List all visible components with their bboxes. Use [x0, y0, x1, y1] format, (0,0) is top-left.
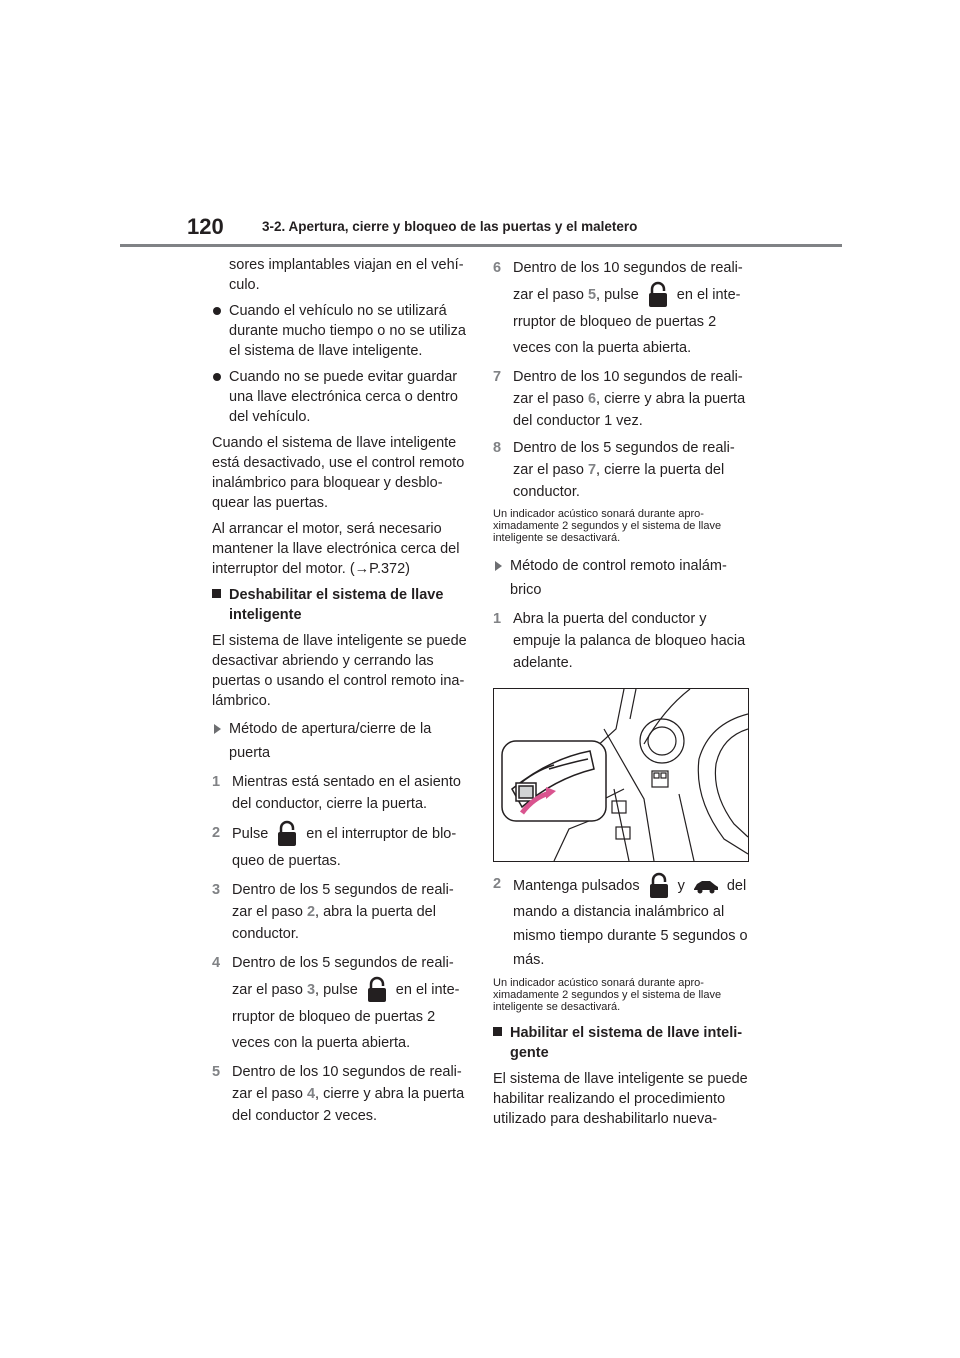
step-reference: 4: [306, 1086, 316, 1102]
step-text: Dentro de los 5 segundos de reali-zar el paso: [513, 440, 735, 478]
step-number: 8: [493, 440, 502, 456]
step: [493, 608, 753, 674]
step-text: Dentro de los 5 segundos de reali-zar el paso: [232, 882, 454, 920]
step-text: Mientras está sentado en el asiento del conductor, cierre la puerta.: [232, 774, 461, 812]
step-reference: 2: [306, 904, 316, 920]
step-number: 2: [212, 825, 221, 841]
note: Un indicador acústico sonará durante apro-ximadamente 2 segundos y el sistema de llave inteligente se desactivará.: [493, 977, 722, 1013]
triangle-bullet-icon: [214, 724, 221, 734]
paragraph-continuation: sores implantables viajan en el vehí-culo.: [229, 257, 464, 293]
door-lock-lever-illustration: [493, 688, 749, 862]
step-reference: 5: [587, 286, 597, 303]
step-text: Dentro de los 10 segundos de reali-zar el paso: [232, 1064, 462, 1102]
step-number: 6: [493, 260, 502, 276]
step: [212, 950, 467, 1056]
step-text: Dentro de los 5 segundos de reali-zar el paso: [232, 955, 454, 998]
step: [212, 820, 467, 874]
triangle-bullet-icon: [495, 561, 502, 571]
step-text: , abra la puerta del conductor.: [232, 904, 436, 942]
subheading-text: Habilitar el sistema de llave inteli-gente: [510, 1025, 743, 1061]
method-text: Método de apertura/cierre de la puerta: [229, 721, 432, 761]
step-text: , pulse: [315, 981, 358, 998]
method-heading: [212, 717, 467, 765]
subheading-enable: [493, 1023, 753, 1063]
header-rule: [120, 244, 842, 247]
bullet-item: Cuando el vehículo no se utilizará durante mucho tiempo o no se utiliza el sistema de llave inteligente.: [212, 301, 467, 361]
step-text: Mantenga pulsados: [513, 877, 640, 894]
car-icon: [693, 878, 719, 894]
step-number: 7: [493, 369, 502, 385]
illustration-svg: [494, 689, 748, 861]
step-text: Pulse: [232, 825, 269, 842]
step-number: 1: [212, 774, 221, 790]
step: [212, 879, 467, 945]
step-reference: 3: [306, 981, 316, 998]
step: [212, 1061, 467, 1127]
lock-icon: [276, 820, 298, 848]
step-text: , cierre y abra la puerta del conductor 1 vez.: [513, 391, 746, 429]
step-text: , cierre la puerta del conductor.: [513, 462, 725, 500]
step-text: Abra la puerta del conductor y empuje la palanca de bloqueo hacia adelante.: [513, 611, 746, 671]
step: [212, 771, 467, 815]
step-text: del mando a distancia inalámbrico al mismo tiempo durante 5 segundos o más.: [513, 877, 748, 968]
step-number: 3: [212, 882, 221, 898]
step-number: 5: [212, 1064, 221, 1080]
square-bullet-icon: [212, 589, 221, 598]
step-number: 1: [493, 611, 502, 627]
section-title: 3-2. Apertura, cierre y bloqueo de las puertas y el maletero: [262, 219, 638, 234]
paragraph: El sistema de llave inteligente se puede habilitar realizando el procedimiento utilizado para deshabilitarlo nueva-: [493, 1071, 748, 1127]
step-reference: 7: [587, 462, 597, 478]
lock-icon: [366, 976, 388, 1004]
paragraph: Al arrancar el motor, será necesario mantener la llave electrónica cerca del interruptor del motor. (→P.372): [212, 521, 460, 577]
left-column: [212, 255, 467, 1132]
bullet-item: Cuando no se puede evitar guardar una llave electrónica cerca o dentro del vehículo.: [212, 367, 467, 427]
note: Un indicador acústico sonará durante apro-ximadamente 2 segundos y el sistema de llave inteligente se desactivará.: [493, 508, 722, 544]
step-text: Dentro de los 10 segundos de reali-zar el paso: [513, 260, 743, 303]
step-text: , pulse: [596, 286, 639, 303]
lock-icon: [647, 281, 669, 309]
step: [493, 255, 753, 361]
subheading-text: Deshabilitar el sistema de llave inteligente: [229, 587, 444, 623]
paragraph: Cuando el sistema de llave inteligente está desactivado, use el control remoto inalámbrico para bloquear y desblo-quear las puertas.: [212, 435, 465, 511]
step: [493, 437, 753, 503]
right-column: [493, 255, 753, 1135]
step-text: en el inte-rruptor de bloqueo de puertas 2 veces con la puerta abierta.: [232, 981, 460, 1051]
step-reference: 6: [587, 391, 597, 407]
step-text: en el interruptor de blo-queo de puertas.: [232, 825, 457, 869]
method-text: Método de control remoto inalám-brico: [510, 558, 727, 598]
step: [493, 872, 753, 972]
subheading-disable: [212, 585, 467, 625]
square-bullet-icon: [493, 1027, 502, 1036]
page-number: 120: [187, 214, 224, 239]
step-number: 2: [493, 876, 502, 892]
step: [493, 366, 753, 432]
lock-icon: [648, 872, 670, 900]
step-text: , cierre y abra la puerta del conductor 2 veces.: [232, 1086, 465, 1124]
step-text: y: [677, 877, 685, 894]
step-text: Dentro de los 10 segundos de reali-zar el paso: [513, 369, 743, 407]
step-number: 4: [212, 955, 221, 971]
paragraph: El sistema de llave inteligente se puede desactivar abriendo y cerrando las puertas o usando el control remoto ina-lámbrico.: [212, 633, 467, 709]
method-heading: [493, 554, 753, 602]
step-text: en el inte-rruptor de bloqueo de puertas 2 veces con la puerta abierta.: [513, 286, 741, 356]
